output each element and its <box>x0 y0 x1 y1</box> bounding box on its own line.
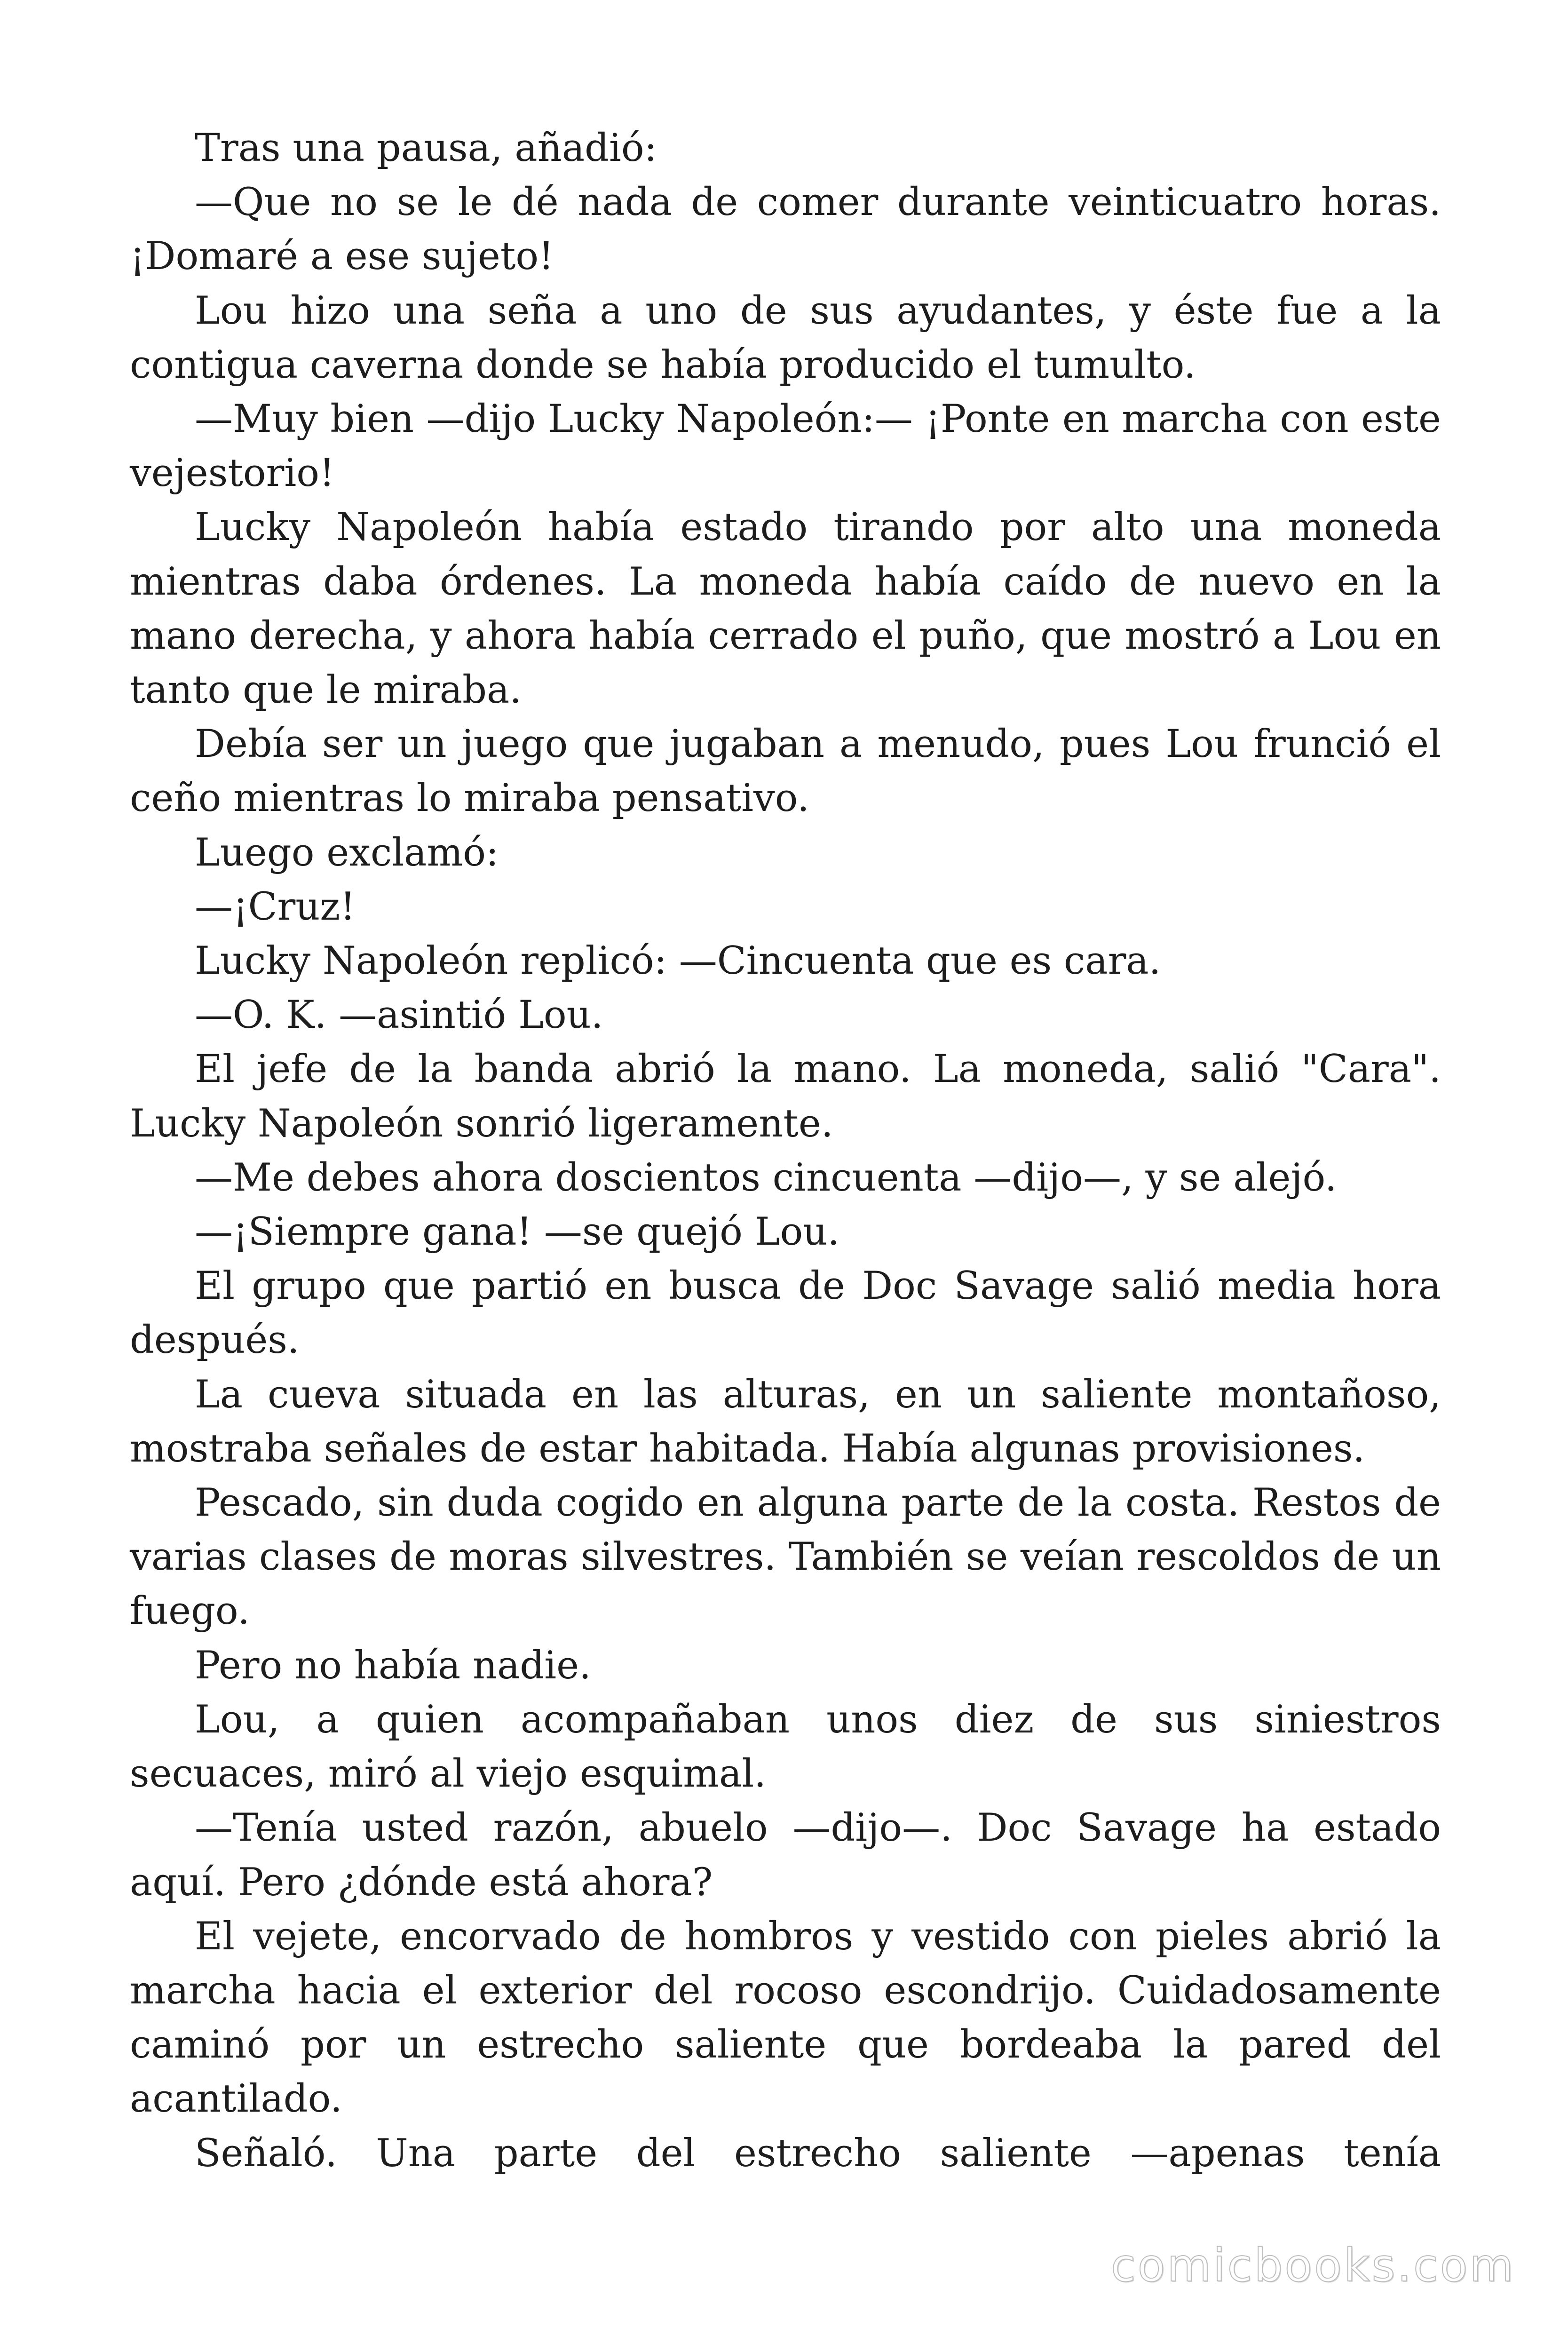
paragraph-21: Señaló. Una parte del estrecho saliente —apenas tenía <box>195 2131 1441 2176</box>
paragraph-17: Pero no había nadie. <box>195 1643 591 1688</box>
paragraph-14: El grupo que partió en busca de Doc Savage salió media hora después. <box>130 1264 1441 1363</box>
watermark: comicbooks.com <box>1110 2239 1515 2292</box>
paragraph-20: El vejete, encorvado de hombros y vestido con pieles abrió la marcha hacia el exterior del rocoso escondrijo. Cuidadosamente caminó por un estrecho saliente que bordeaba la pared del acantilado. <box>130 1914 1441 2122</box>
paragraph-5: Lucky Napoleón había estado tirando por alto una moneda mientras daba órdenes. La moneda había caído de nuevo en la mano derecha, y ahora había cerrado el puño, que mostró a Lou en tanto que le miraba. <box>130 505 1441 713</box>
page-body <box>130 121 1441 2181</box>
paragraph-6: Debía ser un juego que jugaban a menudo, pues Lou frunció el ceño mientras lo miraba pensativo. <box>130 722 1441 821</box>
paragraph-1: Tras una pausa, añadió: <box>195 126 657 170</box>
paragraph-2: —Que no se le dé nada de comer durante veinticuatro horas. ¡Domaré a ese sujeto! <box>130 180 1441 279</box>
paragraph-13: —¡Siempre gana! —se quejó Lou. <box>195 1210 840 1255</box>
paragraph-15: La cueva situada en las alturas, en un saliente montañoso, mostraba señales de estar habitada. Había algunas provisiones. <box>130 1372 1441 1471</box>
paragraph-16: Pescado, sin duda cogido en alguna parte de la costa. Restos de varias clases de moras silvestres. También se veían rescoldos de un fuego. <box>130 1481 1441 1634</box>
paragraph-12: —Me debes ahora doscientos cincuenta —dijo—, y se alejó. <box>195 1155 1337 1200</box>
paragraph-11: El jefe de la banda abrió la mano. La moneda, salió "Cara". Lucky Napoleón sonrió ligeramente. <box>130 1047 1441 1146</box>
paragraph-10: —O. K. —asintió Lou. <box>195 993 603 1038</box>
paragraph-18: Lou, a quien acompañaban unos diez de sus siniestros secuaces, miró al viejo esquimal. <box>130 1697 1441 1796</box>
paragraph-4: —Muy bien —dijo Lucky Napoleón:— ¡Ponte en marcha con este vejestorio! <box>130 397 1441 496</box>
paragraph-7: Luego exclamó: <box>195 830 499 875</box>
paragraph-8: —¡Cruz! <box>195 884 356 929</box>
paragraph-3: Lou hizo una seña a uno de sus ayudantes, y éste fue a la contigua caverna donde se había producido el tumulto. <box>130 288 1441 387</box>
paragraph-9: Lucky Napoleón replicó: —Cincuenta que es cara. <box>195 939 1161 984</box>
paragraph-19: —Tenía usted razón, abuelo —dijo—. Doc Savage ha estado aquí. Pero ¿dónde está ahora? <box>130 1806 1441 1905</box>
